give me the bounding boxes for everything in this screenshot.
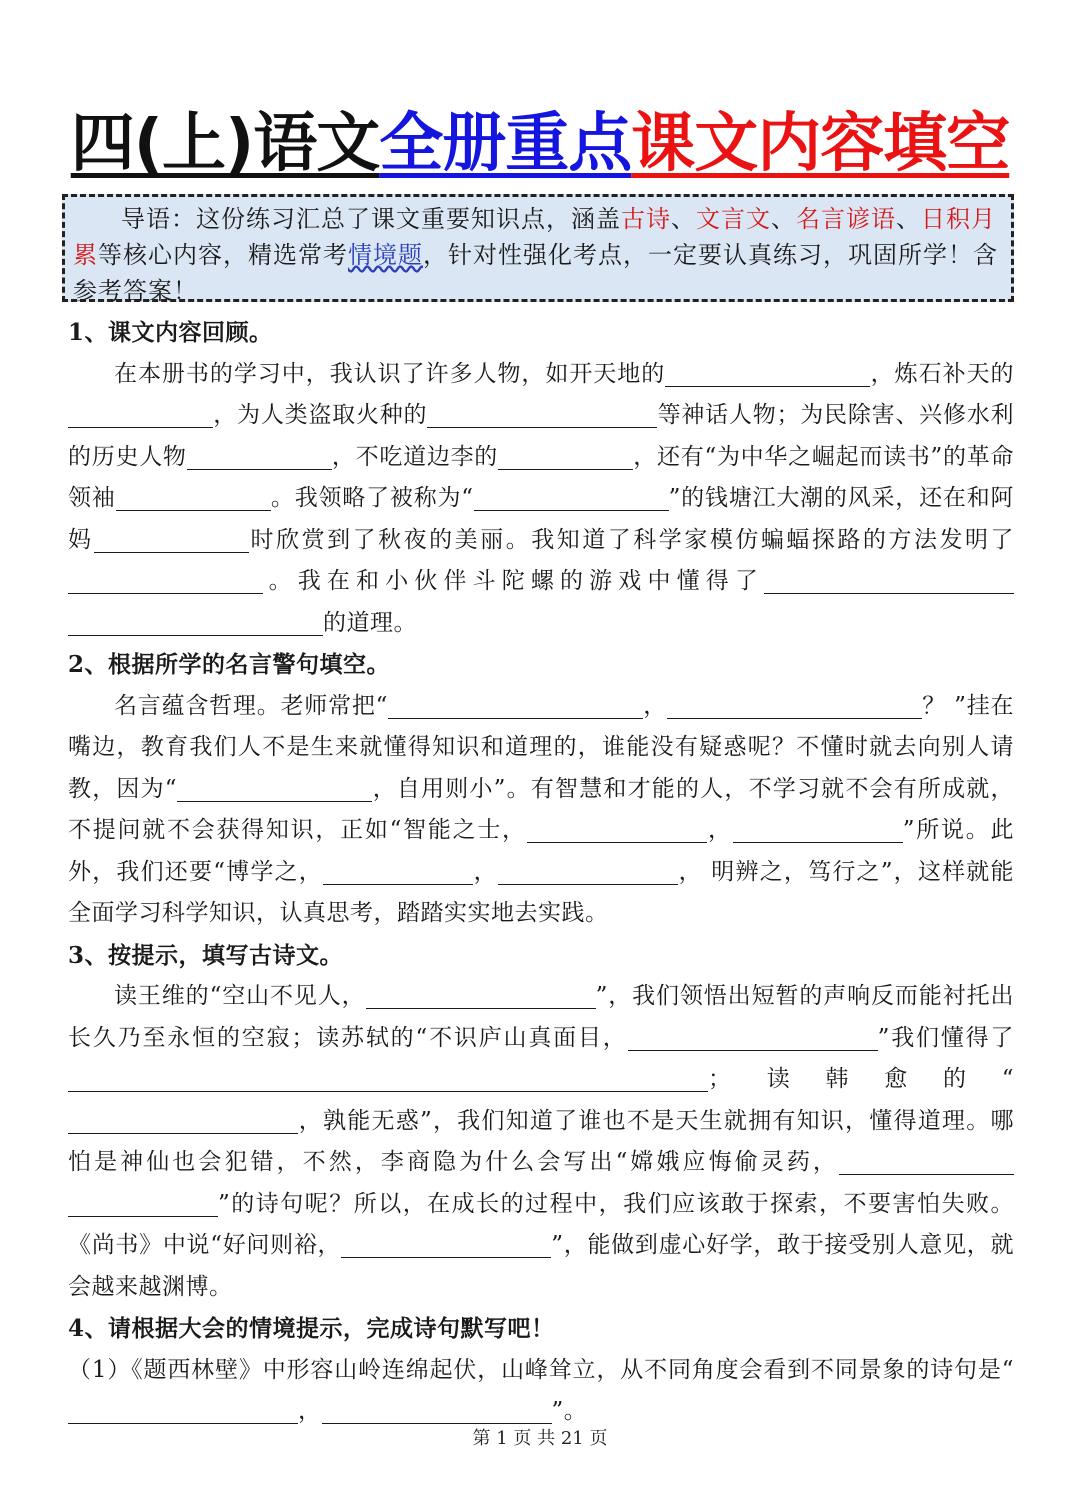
intro-highlight: 古诗 [621, 205, 671, 233]
fill-blank[interactable] [839, 1148, 1014, 1175]
fill-blank[interactable] [427, 401, 657, 428]
fill-blank[interactable] [498, 443, 633, 470]
text-segment: ；读韩愈的“ [708, 1066, 1014, 1092]
text-segment: ， [706, 817, 733, 843]
fill-blank[interactable] [116, 484, 271, 511]
text-segment: ， [298, 1398, 322, 1424]
text-segment: ， [642, 692, 667, 719]
intro-lead: 导语：这份练习汇总了课文重要知识点，涵盖 [121, 205, 621, 233]
text-segment: ”，我们领悟出短暂的声响反而能衬托出长久乃至永恒的空寂；读苏轼的“不识庐山真面目， [68, 983, 1014, 1051]
fill-blank[interactable] [665, 360, 870, 387]
fill-blank[interactable] [68, 401, 213, 428]
fill-blank[interactable] [177, 775, 372, 802]
page-title [0, 96, 1080, 192]
fill-blank[interactable] [366, 982, 596, 1009]
intro-sep: 、 [771, 205, 796, 233]
text-segment: 。我领略了被称为“ [270, 485, 474, 511]
text-segment: ？ ”挂在嘴边，教育我们人不是生来就懂得知识和道理的，谁能没有疑惑呢？不懂时就去向别人请教，因为“ [68, 692, 1015, 802]
text-segment: ”我们懂得了 [877, 1024, 1015, 1051]
fill-blank[interactable] [68, 1065, 708, 1092]
section-heading: 1、课文内容回顾。 [68, 319, 273, 346]
fill-blank[interactable] [388, 692, 643, 719]
fill-blank[interactable] [68, 1397, 298, 1424]
text-segment: 。我在和小伙伴斗陀螺的游戏中懂得了 [263, 568, 764, 594]
intro-highlight: 情境题 [348, 241, 423, 269]
text-segment: ”。 [551, 1398, 588, 1424]
worksheet-content [68, 312, 1014, 1433]
section-heading: 2、根据所学的名言警句填空。 [68, 651, 391, 678]
text-segment: ”，能做到虚心好学，敢于接受别人意见，就会越来越渊博。 [68, 1232, 1014, 1300]
text-segment: ，自用则小”。有智慧和才能的人，不学习就不会有所成就，不提问就不会获得知识，正如“智能之士， [68, 775, 1014, 843]
fill-blank[interactable] [764, 567, 1014, 594]
text-segment: ，炼石补天的 [870, 360, 1015, 387]
title-part-red: 课文内容填空 [631, 107, 1010, 181]
fill-blank[interactable] [733, 816, 903, 843]
text-segment: 的道理。 [323, 609, 417, 636]
fill-blank[interactable] [341, 1231, 551, 1258]
intro-box [62, 194, 1014, 305]
text-segment: ，孰能无惑”，我们知道了谁也不是天生就拥有知识，懂得道理。哪怕是神仙也会犯错，不然，李商隐为什么会写出“嫦娥应悔偷灵药， [68, 1107, 1014, 1175]
intro-highlight: 日积月累 [73, 205, 996, 269]
section-paragraph [68, 686, 1014, 935]
section-heading: 3、按提示，填写古诗文。 [68, 941, 344, 969]
text-segment: 名言蕴含哲理。老师常把“ [114, 692, 388, 719]
intro-sep: 、 [896, 205, 921, 233]
intro-text: ，针对性强化考点，一定要认真练习，巩固所学！含参考答案！ [73, 241, 998, 305]
fill-blank[interactable] [68, 609, 323, 636]
text-segment: ”的钱塘江大潮的风采，还在和阿妈 [68, 485, 1015, 553]
text-segment: ”所说。此外，我们还要“博学之， [68, 817, 1014, 885]
section-paragraph [68, 354, 1014, 645]
text-segment: ，不吃道边李的 [331, 443, 499, 470]
page-footer: 第 1 页 共 21 页 [472, 1428, 608, 1449]
intro-highlight: 文言文 [696, 205, 771, 233]
text-segment: 时欣赏到了秋夜的美丽。我知道了科学家模仿蝙蝠探路的方法发明了 [248, 526, 1015, 553]
text-segment: 等神话人物；为民除害、兴修水利的历史人物 [68, 402, 1015, 470]
section-heading: 4、请根据大会的情境提示，完成诗句默写吧！ [68, 1315, 555, 1342]
section-paragraph [68, 976, 1014, 1308]
fill-blank[interactable] [474, 484, 669, 511]
text-segment: （1）《题西林壁》中形容山岭连绵起伏，山峰耸立，从不同角度会看到不同景象的诗句是“ [68, 1356, 1014, 1383]
fill-blank[interactable] [68, 1190, 218, 1217]
text-segment: 在本册书的学习中，我认识了许多人物，如开天地的 [114, 360, 666, 387]
text-segment: ，还有“为中华之崛起而读书”的革命领袖 [68, 443, 1014, 511]
fill-blank[interactable] [68, 567, 263, 594]
intro-text: 等核心内容，精选常考 [98, 241, 348, 269]
fill-blank[interactable] [527, 816, 707, 843]
title-part-black: 四(上)语文 [70, 107, 380, 181]
fill-blank[interactable] [68, 1107, 298, 1134]
fill-blank[interactable] [498, 858, 678, 885]
text-segment: ， [472, 858, 498, 885]
text-segment: ， 明辨之，笃行之”，这样就能全面学习科学知识，认真思考，踏踏实实地去实践。 [68, 858, 1014, 926]
fill-blank[interactable] [667, 692, 922, 719]
title-part-blue: 全册重点 [379, 107, 632, 181]
intro-highlight: 名言谚语 [796, 205, 896, 233]
fill-blank[interactable] [187, 443, 332, 470]
text-segment: ，为人类盗取火种的 [213, 402, 428, 428]
text-segment: 读王维的“空山不见人， [114, 983, 366, 1009]
intro-sep: 、 [671, 205, 696, 233]
fill-blank[interactable] [628, 1024, 878, 1051]
fill-blank[interactable] [322, 1397, 552, 1424]
fill-blank[interactable] [94, 526, 249, 553]
text-segment: ”的诗句呢？所以，在成长的过程中，我们应该敢于探索，不要害怕失败。《尚书》中说“好问则裕， [68, 1190, 1014, 1258]
fill-blank[interactable] [323, 858, 473, 885]
section-paragraph [68, 1350, 1014, 1433]
